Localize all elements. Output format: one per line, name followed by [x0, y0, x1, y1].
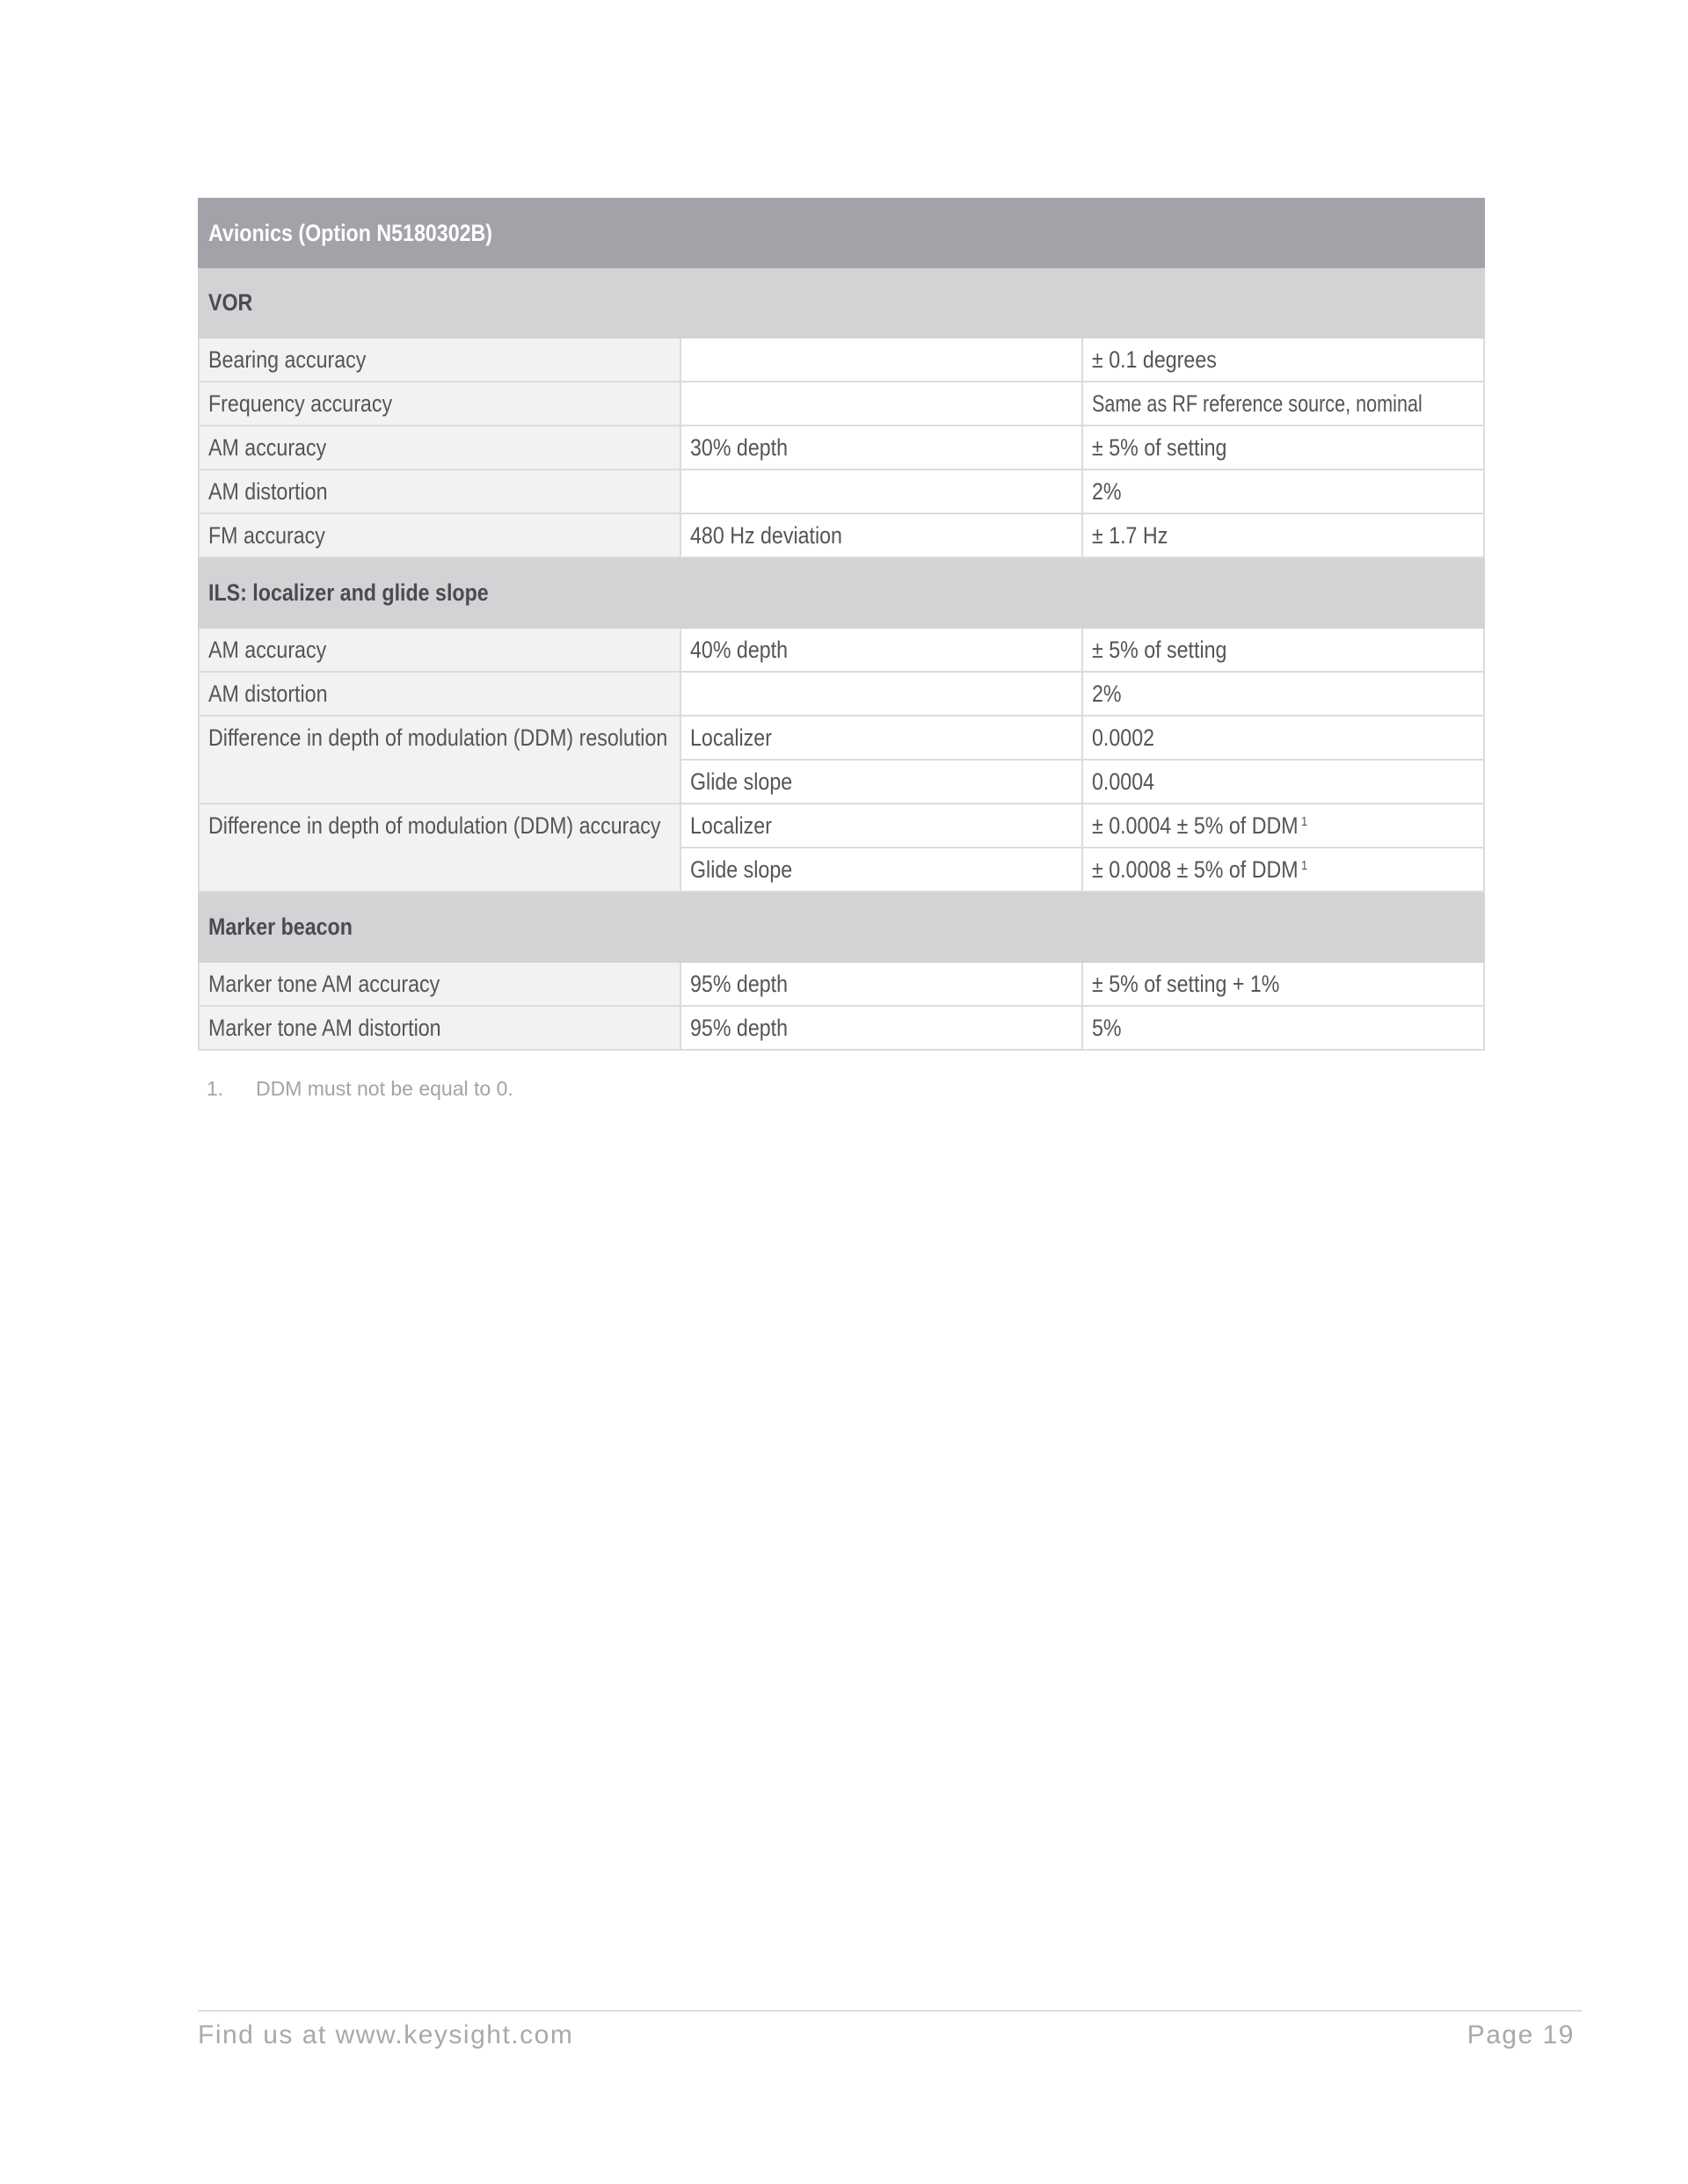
- row-value: [1082, 848, 1484, 892]
- row-condition: 480 Hz deviation: [680, 513, 1082, 557]
- table-row: [199, 804, 1484, 848]
- table-row: [199, 338, 1484, 382]
- row-condition: 95% depth: [680, 1006, 1082, 1050]
- row-value: ± 5% of setting: [1082, 628, 1484, 672]
- section-header-marker: [199, 892, 1484, 962]
- table-row: [199, 628, 1484, 672]
- table-row: [199, 470, 1484, 513]
- row-condition: 40% depth: [680, 628, 1082, 672]
- row-value: ± 5% of setting: [1082, 426, 1484, 470]
- section-header-vor: [199, 267, 1484, 338]
- footnote-ref: 1: [1301, 858, 1308, 873]
- row-label: Difference in depth of modulation (DDM) accuracy: [199, 804, 680, 892]
- footer-divider: [198, 2010, 1582, 2012]
- footnote: [207, 1077, 513, 1101]
- footer-website-text: Find us at www.keysight.com: [198, 2020, 574, 2049]
- section-heading: VOR: [199, 267, 1484, 338]
- row-label: AM accuracy: [199, 426, 680, 470]
- row-value: Same as RF reference source, nominal: [1082, 382, 1484, 426]
- row-value: 0.0004: [1082, 760, 1484, 804]
- section-header-ils: [199, 557, 1484, 628]
- row-condition: [680, 338, 1082, 382]
- page-number: Page 19: [1466, 2020, 1575, 2049]
- row-label: AM accuracy: [199, 628, 680, 672]
- row-condition: [680, 382, 1082, 426]
- row-label: Marker tone AM distortion: [199, 1006, 680, 1050]
- row-condition: [680, 470, 1082, 513]
- table-row: [199, 1006, 1484, 1050]
- row-value: 0.0002: [1082, 716, 1484, 760]
- row-label: Difference in depth of modulation (DDM) resolution: [199, 716, 680, 804]
- row-condition: Localizer: [680, 804, 1082, 848]
- row-label: FM accuracy: [199, 513, 680, 557]
- row-value: ± 0.1 degrees: [1082, 338, 1484, 382]
- spec-table: [198, 198, 1485, 1051]
- row-value: ± 1.7 Hz: [1082, 513, 1484, 557]
- footnote-number: 1.: [207, 1077, 224, 1100]
- table-row: [199, 716, 1484, 760]
- table-row: [199, 382, 1484, 426]
- table-row: [199, 426, 1484, 470]
- footnote-ref: 1: [1301, 814, 1308, 829]
- row-label: Frequency accuracy: [199, 382, 680, 426]
- value-text: ± 0.0008 ± 5% of DDM: [1092, 856, 1299, 883]
- table-row: [199, 513, 1484, 557]
- row-label: AM distortion: [199, 470, 680, 513]
- row-label: AM distortion: [199, 672, 680, 716]
- row-value: 2%: [1082, 672, 1484, 716]
- row-value: 2%: [1082, 470, 1484, 513]
- row-condition: [680, 672, 1082, 716]
- row-value: 5%: [1082, 1006, 1484, 1050]
- table-title-row: [199, 199, 1484, 267]
- table-row: [199, 962, 1484, 1006]
- row-condition: 95% depth: [680, 962, 1082, 1006]
- section-heading: ILS: localizer and glide slope: [199, 557, 1484, 628]
- row-condition: Localizer: [680, 716, 1082, 760]
- row-value: ± 5% of setting + 1%: [1082, 962, 1484, 1006]
- section-heading: Marker beacon: [199, 892, 1484, 962]
- row-condition: 30% depth: [680, 426, 1082, 470]
- value-text: ± 0.0004 ± 5% of DDM: [1092, 812, 1299, 839]
- footnote-text: DDM must not be equal to 0.: [256, 1077, 513, 1100]
- row-label: Marker tone AM accuracy: [199, 962, 680, 1006]
- row-condition: Glide slope: [680, 848, 1082, 892]
- table-title: Avionics (Option N5180302B): [199, 199, 1484, 267]
- row-label: Bearing accuracy: [199, 338, 680, 382]
- row-condition: Glide slope: [680, 760, 1082, 804]
- row-value: [1082, 804, 1484, 848]
- table-row: [199, 672, 1484, 716]
